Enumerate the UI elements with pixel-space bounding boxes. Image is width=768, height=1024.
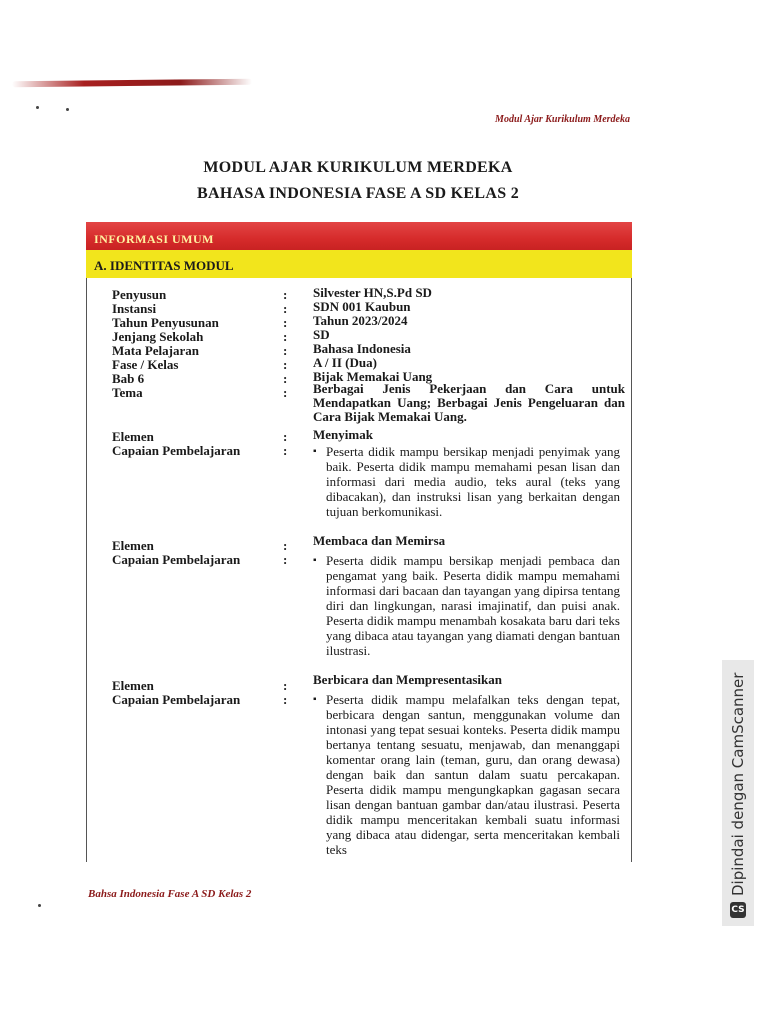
bullet-icon: ▪ bbox=[313, 446, 317, 457]
value-instansi: SDN 001 Kaubun bbox=[313, 299, 411, 314]
elemen-name: Membaca dan Memirsa bbox=[313, 533, 446, 548]
label-elemen: Elemen bbox=[112, 538, 154, 553]
scan-speck bbox=[66, 108, 69, 111]
capaian-paragraph: Peserta didik mampu melafalkan teks dengan tepat, berbicara dengan santun, menggunakan volume dan intonasi yang tepat sesuai konteks. Peserta didik mampu bertanya tentang sesuatu, menjawab, dan menanggapi komentar orang lain (teman, guru, dan orang dewasa) dengan baik dan santun dalam suatu percakapan. Peserta didik mampu mengungkapkan gagasan secara lisan dengan bantuan gambar dan/atau ilustrasi. Peserta didik mampu menceritakan kembali suatu informasi yang dibaca atau didengar, serta menceritakan kembali teks bbox=[326, 692, 620, 857]
running-header: Modul Ajar Kurikulum Merdeka bbox=[495, 114, 630, 125]
value-tema: Berbagai Jenis Pekerjaan dan Cara untuk Mendapatkan Uang; Berbagai Jenis Pengeluaran dan Cara Bijak Memakai Uang. bbox=[313, 381, 625, 424]
colon: : bbox=[283, 678, 288, 693]
scan-speck bbox=[36, 106, 39, 109]
running-footer: Bahsa Indonesia Fase A SD Kelas 2 bbox=[88, 888, 252, 900]
label-penyusun: Penyusun bbox=[112, 287, 167, 302]
capaian-paragraph: Peserta didik mampu bersikap menjadi penyimak yang baik. Peserta didik mampu memahami pesan lisan dan informasi dari media audio, teks aural (teks yang dibacakan), dan instruksi lisan yang berkaitan dengan tujuan berkomunikasi. bbox=[326, 444, 620, 519]
section-header-label: A. IDENTITAS MODUL bbox=[94, 258, 234, 273]
capaian-text bbox=[313, 553, 620, 658]
elemen-name: Menyimak bbox=[313, 427, 373, 442]
colon: : bbox=[283, 692, 288, 707]
colon: : bbox=[283, 371, 288, 386]
value-mata-pelajaran: Bahasa Indonesia bbox=[313, 341, 411, 356]
elemen-name: Berbicara dan Mempresentasikan bbox=[313, 672, 502, 687]
label-bab: Bab 6 bbox=[112, 371, 145, 386]
label-capaian-pembelajaran: Capaian Pembelajaran bbox=[112, 443, 241, 458]
value-fase-kelas: A / II (Dua) bbox=[313, 355, 377, 370]
capaian-paragraph: Peserta didik mampu bersikap menjadi pembaca dan pengamat yang baik. Peserta didik mampu memahami informasi dari bacaan dan tayangan yang dipirsa tentang diri dan lingkungan, narasi imajinatif, dan puisi anak. Peserta didik mampu menambah kosakata baru dari teks yang dibaca atau tayangan yang diamati dengan bantuan ilustrasi. bbox=[326, 553, 620, 658]
value-penyusun: Silvester HN,S.Pd SD bbox=[313, 285, 432, 300]
capaian-text bbox=[313, 444, 620, 519]
label-fase-kelas: Fase / Kelas bbox=[112, 357, 179, 372]
label-capaian-pembelajaran: Capaian Pembelajaran bbox=[112, 692, 241, 707]
capaian-text bbox=[313, 692, 620, 860]
camscanner-watermark bbox=[722, 660, 754, 926]
colon: : bbox=[283, 443, 288, 458]
label-mata-pelajaran: Mata Pelajaran bbox=[112, 343, 200, 358]
title-line-1: MODUL AJAR KURIKULUM MERDEKA bbox=[203, 159, 513, 176]
colon: : bbox=[283, 343, 288, 358]
camscanner-watermark-text: Dipindai dengan CamScanner bbox=[729, 672, 747, 896]
label-elemen: Elemen bbox=[112, 429, 154, 444]
colon: : bbox=[283, 385, 288, 400]
title-line-2: BAHASA INDONESIA FASE A SD KELAS 2 bbox=[197, 185, 519, 202]
colon: : bbox=[283, 301, 288, 316]
section-header-informasi-umum bbox=[86, 222, 632, 250]
label-tema: Tema bbox=[112, 385, 143, 400]
bullet-icon: ▪ bbox=[313, 555, 317, 566]
value-bab: Bijak Memakai Uang bbox=[313, 369, 433, 384]
colon: : bbox=[283, 552, 288, 567]
label-tahun-penyusunan: Tahun Penyusunan bbox=[112, 315, 219, 330]
section-header-identitas-modul bbox=[86, 250, 632, 278]
camscanner-logo-icon: CS bbox=[730, 902, 746, 918]
colon: : bbox=[283, 329, 288, 344]
label-elemen: Elemen bbox=[112, 678, 154, 693]
colon: : bbox=[283, 357, 288, 372]
scan-speck bbox=[38, 904, 41, 907]
label-instansi: Instansi bbox=[112, 301, 157, 316]
label-capaian-pembelajaran: Capaian Pembelajaran bbox=[112, 552, 241, 567]
colon: : bbox=[283, 287, 288, 302]
value-tahun-penyusunan: Tahun 2023/2024 bbox=[313, 313, 408, 328]
page-title bbox=[0, 155, 716, 207]
colon: : bbox=[283, 538, 288, 553]
bullet-icon: ▪ bbox=[313, 694, 317, 705]
scan-edge-mark bbox=[12, 79, 252, 88]
section-header-label: INFORMASI UMUM bbox=[94, 232, 214, 246]
colon: : bbox=[283, 315, 288, 330]
colon: : bbox=[283, 429, 288, 444]
value-jenjang-sekolah: SD bbox=[313, 327, 330, 342]
label-jenjang-sekolah: Jenjang Sekolah bbox=[112, 329, 204, 344]
